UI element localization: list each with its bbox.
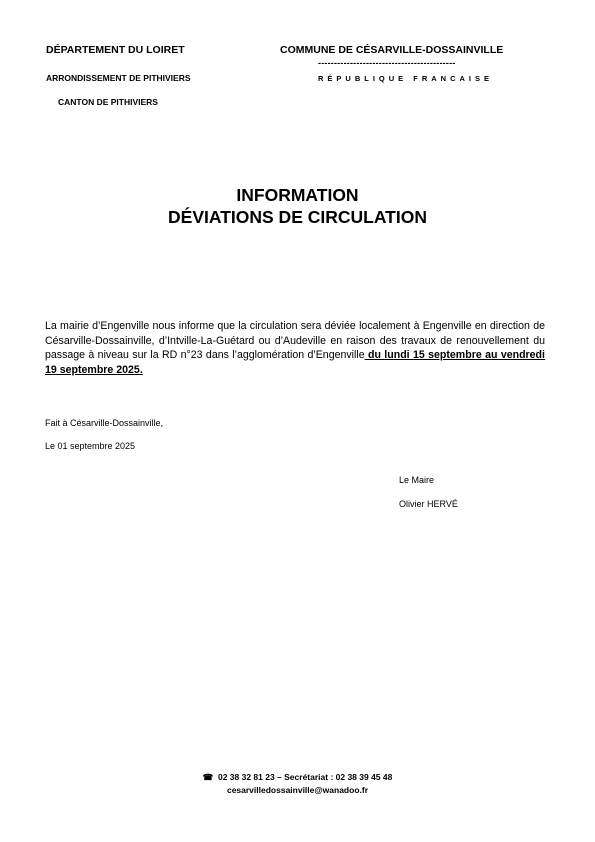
header-divider: ------------------------------------------- [318,58,456,68]
arrondissement-heading: ARRONDISSEMENT DE PITHIVIERS [46,73,191,83]
footer-email: cesarvilledossainville@wanadoo.fr [226,785,369,795]
commune-heading: COMMUNE DE CÉSARVILLE-DOSSAINVILLE [280,44,504,56]
signature-date: Le 01 septembre 2025 [45,441,136,451]
department-heading: DÉPARTEMENT DU LOIRET [46,44,185,56]
notice-text: La mairie d’Engenville nous informe que la circulation sera déviée localement à Engenville en direction de Césarville-Dossainville, d’Intville-La-Guétard ou d’Audeville en raison des travaux de renouvellement du passage à niveau sur la RD n°23 dans l’agglomération d’Engenville [45,320,545,361]
signatory-name: Olivier HERVÉ [399,499,458,509]
footer-contact [0,772,595,783]
republique-heading: RÉPUBLIQUE FRANCAISE [318,74,494,83]
notice-dates: du lundi 15 septembre au vendredi 19 septembre 2025. [45,349,545,376]
signature-place: Fait à Césarville-Dossainville, [45,418,164,428]
page-title: INFORMATION [236,185,359,205]
signatory-role: Le Maire [399,475,435,485]
canton-heading: CANTON DE PITHIVIERS [58,97,158,107]
notice-body [45,319,545,377]
page-subtitle: DÉVIATIONS DE CIRCULATION [168,207,427,227]
telephone-icon: ☎ [202,772,214,782]
footer-phone: 02 38 32 81 23 – Secrétariat : 02 38 39 45 48 [217,772,393,782]
